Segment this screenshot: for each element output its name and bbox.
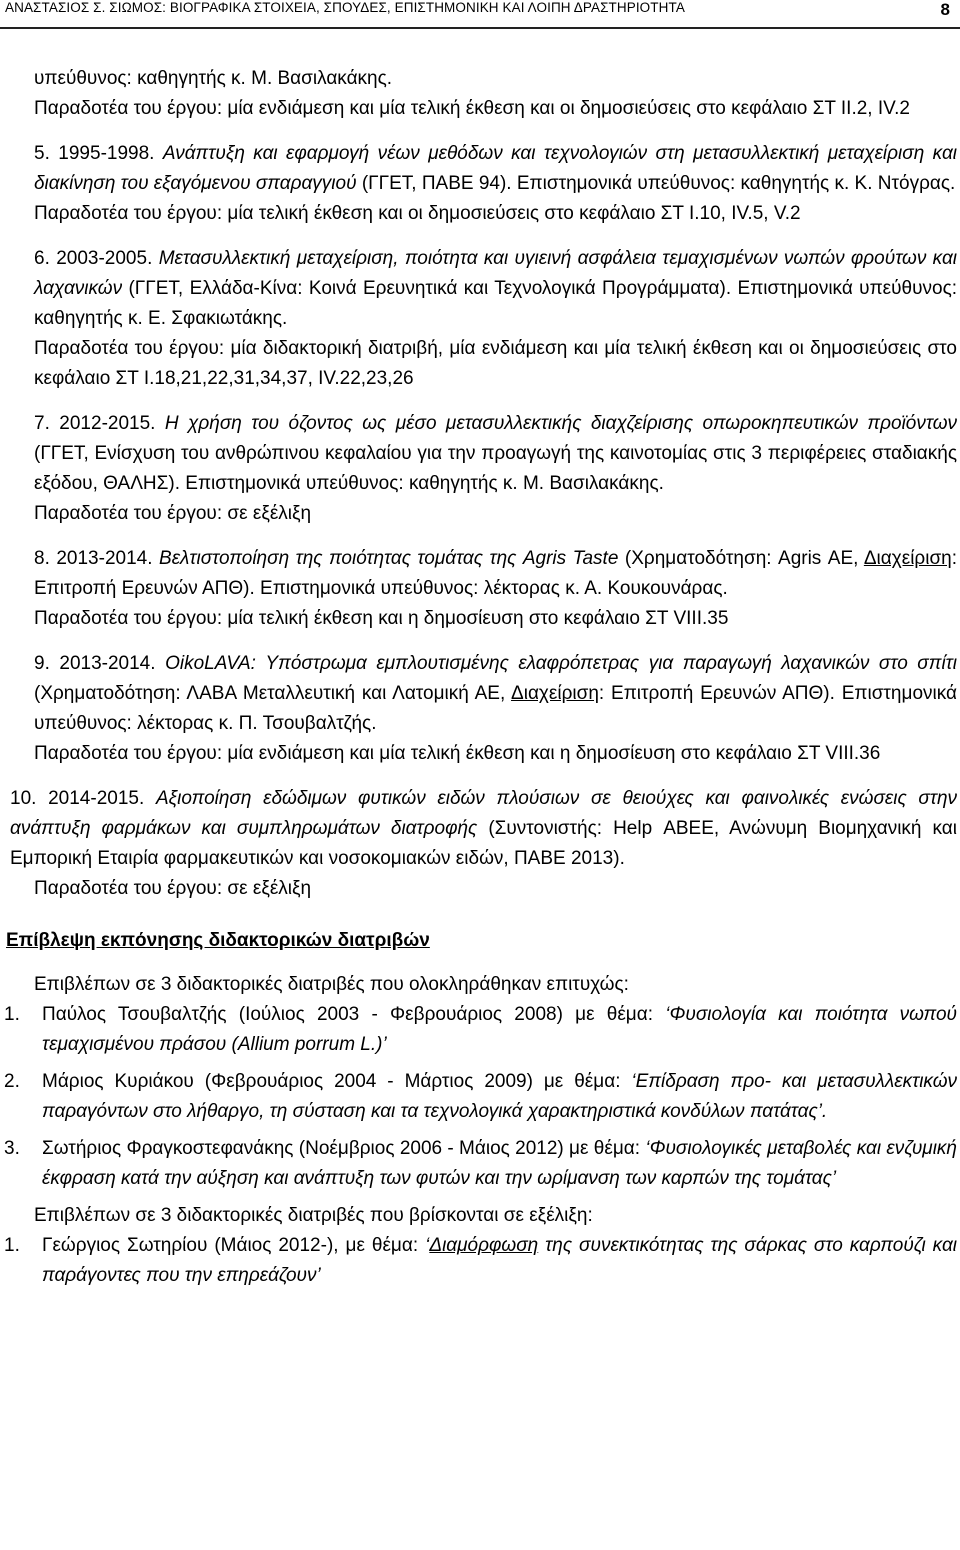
project-details: (ΓΓΕΤ, ΠΑΒΕ 94). Επιστημονικά υπεύθυνος: καθηγητής κ. Κ. Ντόγρας. bbox=[361, 173, 956, 194]
project-number: 6. bbox=[34, 248, 50, 269]
project-deliverables: Παραδοτέα του έργου: μία ενδιάμεση και μία τελική έκθεση και η δημοσίευση στο κεφάλαιο ΣΤ VIII.36 bbox=[34, 743, 881, 764]
thesis-topic: ‘Φυσιολογικές μεταβολές και ενζυμική έκφραση κατά την αύξηση και ανάπτυξη των φυτών και την ωρίμανση των καρπών της τομάτας’ bbox=[42, 1138, 957, 1189]
project-details-post: : Επιτροπή Ερευνών ΑΠΘ). Επιστημονικά υπεύθυνος: λέκτορας κ. Π. Τσουβαλτζής. bbox=[34, 683, 957, 734]
thesis-topic-underlined: Διαμόρφωση bbox=[429, 1235, 539, 1256]
project-title: Η χρήση του όζοντος ως μέσο μετασυλλεκτικής διαχζείρισης οπωροκηπευτικών προϊόντων bbox=[164, 413, 958, 434]
thesis-item bbox=[4, 1000, 958, 1060]
completed-intro: Επιβλέπων σε 3 διδακτορικές διατριβές που ολοκληράθηκαν επιτυχώς: bbox=[34, 974, 629, 995]
page-header bbox=[0, 0, 960, 34]
project-years: 2013-2014. bbox=[56, 548, 153, 569]
project-title: Αξιοποίηση εδώδιμων φυτικών ειδών πλούσιων σε θειούχες και φαινολικές ενώσεις στην ανάπτυξη φαρμάκων και συμπληρωμάτων διατροφής bbox=[10, 788, 958, 839]
project-years: 2012-2015. bbox=[59, 413, 156, 434]
project-years: 2003-2005. bbox=[56, 248, 153, 269]
project-deliverables: Παραδοτέα του έργου: σε εξέλιξη bbox=[34, 878, 312, 899]
project-details-underlined: Διαχείριση bbox=[511, 683, 599, 704]
continuation-line-2: Παραδοτέα του έργου: μία ενδιάμεση και μία τελική έκθεση και οι δημοσιεύσεις στο κεφάλαιο ΣΤ ΙΙ.2, IV.2 bbox=[34, 98, 910, 119]
thesis-number: 1. bbox=[4, 1004, 20, 1025]
project-item bbox=[34, 244, 957, 394]
continuation-block bbox=[34, 64, 957, 124]
header-title: ΑΝΑΣΤΑΣΙΟΣ Σ. ΣΙΩΜΟΣ: ΒΙΟΓΡΑΦΙΚΑ ΣΤΟΙΧΕΙΑ, ΣΠΟΥΔΕΣ, ΕΠΙΣΤΗΜΟΝΙΚΗ ΚΑΙ ΛΟΙΠΗ ΔΡΑΣΤΗΡΙΟΤΗΤΑ bbox=[5, 0, 685, 15]
project-details: (Συντονιστής: Help ΑΒΕΕ, Ανώνυμη Βιομηχανική και Εμπορική Εταιρία φαρμακευτικών και νοσοκομιακών ειδών, ΠΑΒΕ 2013). bbox=[10, 818, 957, 869]
project-details: (ΓΓΕΤ, Ελλάδα-Κίνα: Κοινά Ερευνητικά και Τεχνολογικά Προγράμματα). Επιστημονικά υπεύθυνος: καθηγητής κ. Ε. Σφακιωτάκης. bbox=[34, 278, 958, 329]
project-details-post: : Επιτροπή Ερευνών ΑΠΘ). Επιστημονικά υπεύθυνος: λέκτορας κ. Α. Κουκουνάρας. bbox=[34, 548, 958, 599]
project-deliverables: Παραδοτέα του έργου: μία διδακτορική διατριβή, μία ενδιάμεση και μία τελική έκθεση και οι δημοσιεύσεις στο κεφάλαιο ΣΤ Ι.18,21,22,31,34,37, IV.22,23,26 bbox=[34, 338, 957, 389]
project-title: Βελτιστοποίηση της ποιότητας τομάτας της Agris Taste bbox=[159, 548, 619, 569]
project-details-pre: (Χρηματοδότηση: ΛΑΒΑ Μεταλλευτική και Λατομική ΑΕ, bbox=[34, 683, 512, 704]
project-years: 1995-1998. bbox=[58, 143, 155, 164]
thesis-number: 1. bbox=[4, 1235, 20, 1256]
ongoing-intro: Επιβλέπων σε 3 διδακτορικές διατριβές που βρίσκονται σε εξέλιξη: bbox=[34, 1205, 593, 1226]
project-title: OikoLAVA: Υπόστρωμα εμπλουτισμένης ελαφρόπετρας για παραγωγή λαχανικών στο σπίτι bbox=[165, 653, 958, 674]
project-number: 9. bbox=[34, 653, 50, 674]
continuation-line-1: υπεύθυνος: καθηγητής κ. Μ. Βασιλακάκης. bbox=[34, 68, 393, 89]
project-number: 7. bbox=[34, 413, 50, 434]
thesis-topic: ‘Φυσιολογία και ποιότητα νωπού τεμαχισμένου πράσου (Allium porrum L.)’ bbox=[42, 1004, 958, 1055]
project-number: 8. bbox=[34, 548, 50, 569]
page-number: 8 bbox=[940, 0, 950, 19]
project-deliverables: Παραδοτέα του έργου: σε εξέλιξη bbox=[34, 503, 312, 524]
project-item bbox=[34, 649, 957, 769]
project-deliverables: Παραδοτέα του έργου: μία τελική έκθεση και οι δημοσιεύσεις στο κεφάλαιο ΣΤ Ι.10, IV.5, V.2 bbox=[34, 203, 801, 224]
header-rule bbox=[0, 27, 960, 29]
thesis-number: 3. bbox=[4, 1138, 20, 1159]
project-years: 2014-2015. bbox=[48, 788, 145, 809]
thesis-item bbox=[4, 1067, 957, 1127]
project-title: Μετασυλλεκτική μεταχείριση, ποιότητα και υγιεινή ασφάλεια τεμαχισμένων νωπών φρούτων και λαχανικών bbox=[34, 248, 957, 299]
project-item bbox=[10, 784, 957, 904]
project-details: (ΓΓΕΤ, Ενίσχυση του ανθρώπινου κεφαλαίου για την προαγωγή της καινοτομίας στις 3 περιφέρειες σταδιακής εξόδου, ΘΑΛΗΣ). Επιστημονικά υπεύθυνος: καθηγητής κ. Μ. Βασιλακάκης. bbox=[34, 443, 957, 494]
thesis-text: Γεώργιος Σωτηρίου (Μάιος 2012-), με θέμα: bbox=[42, 1235, 426, 1256]
thesis-number: 2. bbox=[4, 1071, 20, 1092]
document-body bbox=[4, 64, 958, 1298]
project-details-underlined: Διαχείριση bbox=[863, 548, 952, 569]
project-deliverables: Παραδοτέα του έργου: μία τελική έκθεση και η δημοσίευση στο κεφάλαιο ΣΤ VIII.35 bbox=[34, 608, 729, 629]
thesis-text: Μάριος Κυριάκου (Φεβρουάριος 2004 - Μάρτιος 2009) με θέμα: bbox=[42, 1071, 632, 1092]
project-title: Ανάπτυξη και εφαρμογή νέων μεθόδων και τεχνολογιών στη μετασυλλεκτική μεταχείριση και διακίνηση του εξαγόμενου σπαραγγιού bbox=[34, 143, 958, 194]
project-item bbox=[34, 544, 957, 634]
project-item bbox=[34, 139, 957, 229]
thesis-topic-open: ‘ bbox=[425, 1235, 430, 1256]
thesis-topic-rest: της συνεκτικότητας της σάρκας στο καρπούζι και παράγοντες που την επηρεάζουν’ bbox=[42, 1235, 958, 1286]
project-details-pre: (Χρηματοδότηση: Agris ΑΕ, bbox=[624, 548, 864, 569]
thesis-text: Παύλος Τσουβαλτζής (Ιούλιος 2003 - Φεβρουάριος 2008) με θέμα: bbox=[42, 1004, 666, 1025]
project-item bbox=[34, 409, 957, 529]
project-number: 10. bbox=[10, 788, 37, 809]
thesis-item bbox=[4, 1134, 957, 1194]
project-number: 5. bbox=[34, 143, 50, 164]
project-years: 2013-2014. bbox=[59, 653, 156, 674]
thesis-text: Σωτήριος Φραγκοστεφανάκης (Νοέμβριος 2006 - Μάιος 2012) με θέμα: bbox=[42, 1138, 646, 1159]
thesis-topic: ‘Επίδραση προ- και μετασυλλεκτικών παραγόντων στο λήθαργο, τη σύσταση και τα τεχνολογικά χαρακτηριστικά κονδύλων πατάτας’. bbox=[42, 1071, 957, 1122]
section-heading: Επίβλεψη εκπόνησης διδακτορικών διατριβών bbox=[6, 930, 430, 951]
thesis-item bbox=[4, 1231, 958, 1291]
